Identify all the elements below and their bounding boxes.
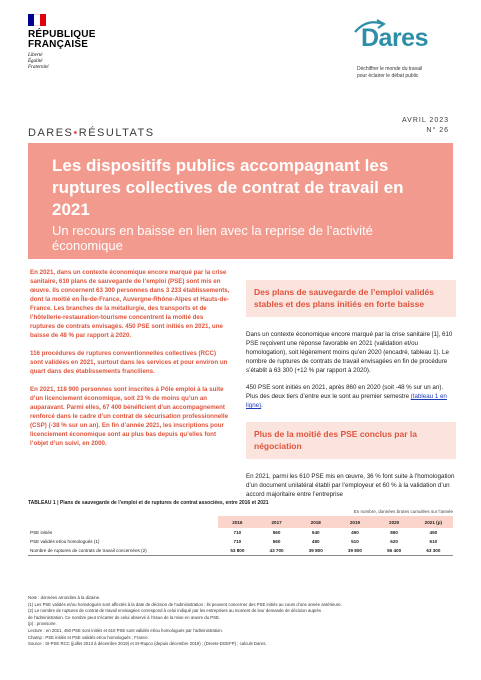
dares-logo (357, 24, 447, 79)
table-cell: 510 (351, 539, 359, 544)
section-heading-box-2 (246, 422, 456, 459)
rf-name-line2: FRANÇAISE (28, 39, 89, 50)
note-line: de l’administration. Ce nombre peut s’écarter de celui observé à l’issue de la mise en œuvre du PSE. (28, 614, 221, 620)
table-cell: 43 700 (257, 546, 296, 556)
table-header-cell: 2018 (296, 516, 335, 528)
body-paragraph-3: En 2021, parmi les 610 PSE mis en œuvre, 36 % font suite à l’homologation d’un document unilatéral établi par l’employeur et 60 % à la validation d’un accord majoritaire entre l’entreprise (246, 473, 455, 498)
section-heading-2: Plus de la moitié des PSE conclus par la négociation (254, 429, 417, 451)
motto-line3: Fraternité (28, 65, 49, 70)
table-row-label: PSE initiés (30, 530, 53, 535)
dares-tagline (357, 66, 447, 79)
body-paragraph-1: Dans un contexte économique encore marqué par la crise sanitaire [1], 610 PSE reçoivent une réponse favorable en 2021 (validation et/ou homologation), soit légèrement moins qu’en 2020 (encadré, tableau 1). Le nombre de ruptures de contrats de travail envisagées en fin de procédure s’établit à 63 300 (+12 % par rapport à 2020). (246, 331, 453, 374)
table-unit: En nombre, données brutes cumulées sur l’année (353, 509, 453, 514)
page-title: Les dispositifs publics accompagnant les ruptures collectives de contrat de travail en 2021 (52, 156, 404, 219)
note-line: Lecture : en 2021, 450 PSE sont initiés et 610 PSE sont validés et/ou homologués par l’administration. (28, 627, 223, 633)
series-separator: • (73, 127, 79, 139)
motto-line1: Liberté (28, 53, 43, 58)
table-1 (28, 500, 453, 556)
dares-tagline-line1: Déchiffrer le monde du travail (357, 66, 423, 72)
body-paragraph-2-text: 450 PSE sont initiés en 2021, après 860 en 2020 (soit -48 % sur un an). Plus des deux tiers d’entre eux le sont au premier semestre (246, 384, 444, 400)
table-cell: 490 (351, 530, 359, 535)
data-table (28, 516, 453, 556)
table-cell: 560 (272, 530, 281, 535)
note-line: (1) Les PSE validés et/ou homologués sont affectés à la date de décision de l’administration ; ils peuvent concerner des PSE initiés au cours d’une année antérieure. (28, 601, 342, 607)
note-line: Source : SI-PSE RCC (juillet 2013 à décembre 2019) et SI-Rupco (depuis décembre 2019) ; (Dreets-DGEFP) ; calculs Dares. (28, 641, 267, 647)
note-line: (2) Le nombre de ruptures de contrat de travail envisagées correspond à celui indiqué par les entreprises au moment de leur demande de décision auprès (28, 608, 322, 614)
table-row (28, 546, 453, 556)
table-row-label: PSE validés et/ou homologués (1) (30, 539, 100, 544)
table-cell: 450 (429, 530, 438, 535)
table-cell: 39 800 (296, 546, 335, 556)
table-cell: 56 400 (375, 546, 414, 556)
table-header-cell: 2016 (218, 516, 257, 528)
issue-number: N° 26 (426, 127, 449, 134)
table-cell: 560 (272, 539, 281, 544)
note-line: Champ : PSE initiés et PSE validés et/ou homologués ; France. (28, 634, 149, 640)
dares-wordmark: Dares (361, 24, 428, 52)
table-row (28, 528, 453, 537)
table-caption: TABLEAU 1 | Plans de sauvegarde de l’emploi et de ruptures de contrat associées, entre 2016 et 2021 (28, 500, 269, 506)
motto-line2: Égalité (28, 59, 43, 64)
table-notes (28, 595, 453, 648)
table-cell: 860 (390, 530, 398, 535)
table-header-cell: 2021 (p) (414, 516, 453, 528)
french-flag-icon (28, 14, 46, 26)
table-row (28, 537, 453, 546)
summary-column (30, 268, 230, 457)
series-name-b: RÉSULTATS (78, 127, 155, 139)
note-line: (p) : provisoire. (28, 621, 57, 627)
note-line: Note : données arrondies à la dizaine. (28, 595, 101, 600)
tableau-en-ligne-link[interactable]: (tableau 1 en ligne) (246, 393, 447, 409)
table-cell: 39 800 (335, 546, 374, 556)
section-heading-box-1 (246, 280, 456, 317)
series-name-a: DARES (28, 127, 74, 139)
summary-paragraph-1: En 2021, dans un contexte économique encore marqué par la crise sanitaire, 610 plans de sauvegarde de l’emploi (PSE) sont mis en œuvre. Ils concernent 63 300 personnes dans 3 233 établissements, dont la moitié en Île-de-France, Auvergne-Rhône-Alpes et Hauts-de-France. Les branches de la métallurgie, des transports et de l’hôtellerie-restauration-tourisme concentrent la moitié des ruptures de contrats envisagés. 450 PSE sont initiés en 2021, une baisse de 48 % par rapport à 2020. (30, 269, 230, 339)
title-banner (28, 143, 453, 259)
dares-tagline-line2: pour éclairer le débat public (357, 72, 419, 79)
table-header-cell: 2017 (257, 516, 296, 528)
body-paragraph-2 (246, 383, 456, 410)
table-header-cell: 2019 (335, 516, 374, 528)
summary-paragraph-3: En 2021, 118 900 personnes sont inscrites à Pôle emploi à la suite d’un licenciement économique, soit 23 % de moins qu’un an auparavant. Parmi elles, 67 400 bénéficient d’un accompagnement renforcé dans le cadre d’un contrat de sécurisation professionnelle (CSP) (-38 % sur un an). En fin d’année 2021, les inscriptions pour licenciement économique sont au plus bas depuis qu’elles font l’objet d’un suivi, en 2000. (30, 386, 229, 447)
table-cell: 480 (311, 539, 320, 544)
table-cell: 710 (233, 539, 242, 544)
page-subtitle: Un recours en baisse en lien avec la reprise de l’activité économique (52, 223, 373, 253)
table-cell: 53 800 (218, 546, 257, 556)
issue-date: AVRIL 2023 (402, 117, 449, 124)
table-cell: 710 (233, 530, 242, 535)
table-cell: 63 300 (414, 546, 453, 556)
republique-francaise-logo (28, 14, 96, 71)
issue-info (402, 116, 449, 136)
table-header-row (28, 516, 453, 528)
table-row-label: Nombre de ruptures de contrats de travail concernées (2) (28, 546, 218, 556)
table-cell: 610 (429, 539, 438, 544)
body-paragraph-2-end: . (261, 402, 263, 409)
table-header-cell: 2020 (375, 516, 414, 528)
motto (28, 53, 96, 71)
table-header-empty (28, 516, 218, 528)
summary-paragraph-2: 116 procédures de ruptures conventionnelles collectives (RCC) sont validées en 2021, surtout dans les services et pour environ un quart dans des établissements franciliens. (30, 350, 228, 375)
body-column (246, 280, 456, 507)
publication-series (28, 127, 155, 139)
table-cell: 540 (311, 530, 320, 535)
table-cell: 620 (390, 539, 398, 544)
rf-name-line1: RÉPUBLIQUE (28, 29, 96, 40)
section-heading-1: Des plans de sauvegarde de l’emploi validés stables et des plans initiés en forte baisse (254, 287, 434, 309)
